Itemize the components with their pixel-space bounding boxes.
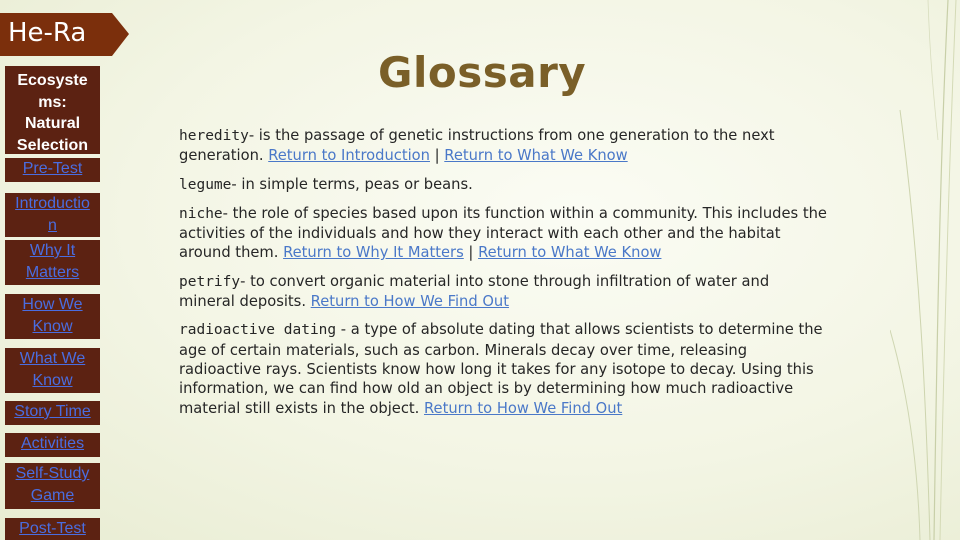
sidebar-item-label: Self-Study (15, 465, 90, 482)
sidebar-item-how-we-know[interactable] (5, 294, 100, 339)
sidebar-title-line1: Ecosyste (17, 72, 88, 89)
title-tab (0, 13, 130, 56)
glossary-term: niche (179, 205, 223, 222)
sidebar-item-activities[interactable] (5, 433, 100, 457)
sidebar-item-label: Story Time (14, 403, 91, 420)
glossary-term: radioactive dating (179, 322, 337, 339)
link-separator: | (429, 147, 445, 165)
sidebar-item-label: How We (22, 296, 83, 313)
glossary-term: legume (179, 176, 232, 193)
sidebar-item-story-time[interactable] (5, 401, 100, 425)
link-separator: | (463, 244, 479, 262)
sidebar-item-label: What We (19, 350, 86, 367)
link-return-what-we-know[interactable]: Return to What We Know (478, 244, 662, 262)
page-title: Glossary (378, 48, 587, 97)
sidebar-item-label: Matters (25, 263, 80, 281)
glossary-definition: - in simple terms, peas or beans. (231, 175, 473, 193)
sidebar-item-label: Why It (29, 242, 76, 259)
glossary-content (179, 126, 829, 427)
link-return-why-it-matters[interactable]: Return to Why It Matters (283, 244, 464, 262)
sidebar-item-label: Know (32, 371, 73, 389)
glossary-definition: - is the passage of genetic instructions from one generation to the next generation. (179, 127, 775, 165)
sidebar-item-label: n (48, 216, 57, 234)
sidebar-item-post-test[interactable] (5, 518, 100, 540)
glossary-definition: - to convert organic material into stone through infiltration of water and mineral deposits. (179, 272, 770, 311)
sidebar-title-line3: Natural (24, 115, 81, 132)
glossary-definition: - a type of absolute dating that allows scientists to determine the age of certain materials, such as carbon. Minerals decay over time, releasing radioactive rays. Scientists know how long it takes for any isotope to decay. Using this information, we can find how old an object is by determining how much radioactive material still exists in the object. (179, 321, 823, 417)
sidebar-item-pre-test[interactable] (5, 158, 100, 182)
glossary-entry-legume (179, 175, 829, 195)
sidebar-item-introduction[interactable] (5, 193, 100, 237)
glossary-definition: - the role of species based upon its function within a community. This includes the activities of the individuals and how they interact with each other and the habitat around them. (179, 204, 827, 262)
sidebar-item-label: Game (30, 486, 75, 504)
title-tab-label: He-Ra (8, 18, 87, 48)
sidebar-title (5, 66, 100, 154)
glossary-entry-heredity (179, 126, 829, 166)
decorative-lines (890, 0, 960, 540)
link-return-how-we-find-out[interactable]: Return to How We Find Out (424, 399, 623, 417)
sidebar-item-label: Know (32, 317, 73, 335)
sidebar-item-label: Introductio (15, 195, 90, 212)
sidebar-item-why-it-matters[interactable] (5, 240, 100, 285)
link-return-what-we-know[interactable]: Return to What We Know (444, 147, 628, 165)
glossary-entry-radioactive-dating (179, 320, 829, 417)
sidebar-item-self-study-game[interactable] (5, 463, 100, 509)
sidebar-title-line2: ms: (38, 93, 67, 111)
glossary-term: heredity (179, 128, 249, 144)
sidebar-item-label: Pre-Test (22, 160, 83, 177)
glossary-entry-niche (179, 204, 829, 263)
sidebar-item-what-we-know[interactable] (5, 348, 100, 393)
glossary-term: petrify (179, 273, 241, 290)
link-return-introduction[interactable]: Return to Introduction (268, 147, 430, 165)
glossary-entry-petrify (179, 272, 829, 312)
sidebar-item-label: Post-Test (19, 520, 86, 537)
link-return-how-we-find-out[interactable]: Return to How We Find Out (310, 293, 509, 311)
sidebar-title-line4: Selection (16, 136, 89, 154)
sidebar-item-label: Activities (20, 435, 85, 452)
